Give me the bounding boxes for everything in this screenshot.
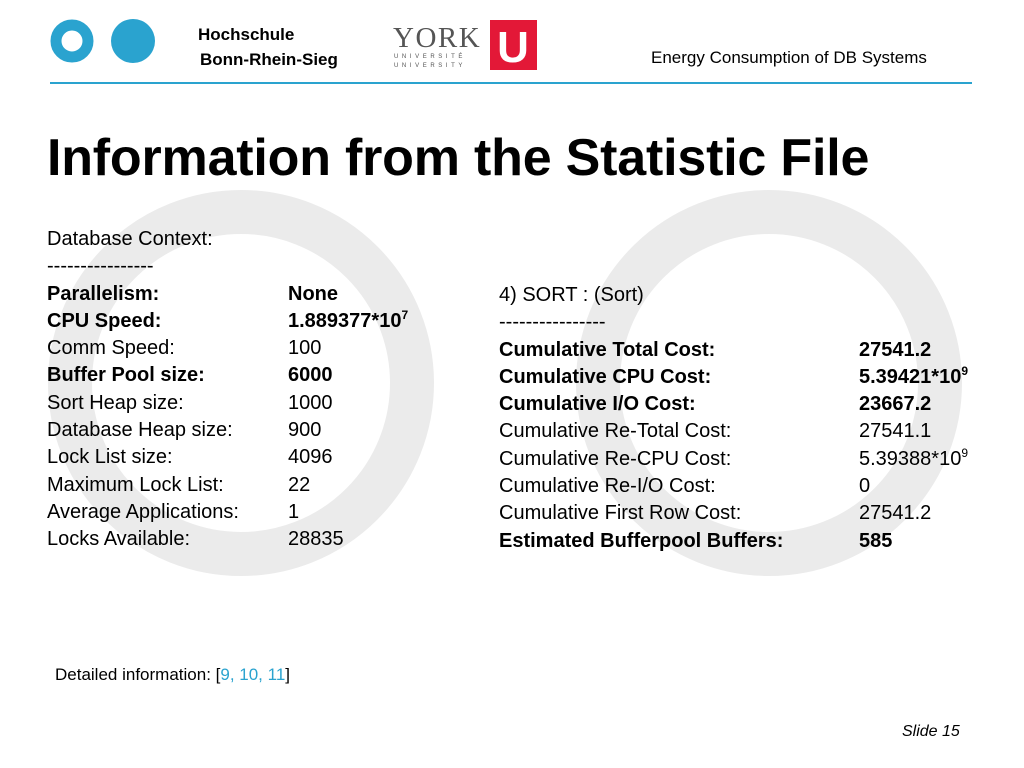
context-value [288, 308, 408, 335]
sort-value-exponent: 9 [961, 363, 969, 378]
sort-row-cpu-cost [499, 364, 968, 391]
context-value: 900 [288, 419, 322, 442]
slide-title: Information from the Statistic File [47, 129, 870, 187]
university-logo-icon [50, 19, 160, 65]
sort-operator-block [499, 282, 968, 555]
context-value: 6000 [288, 364, 333, 387]
context-label: Maximum Lock List: [47, 473, 224, 496]
context-label: Comm Speed: [47, 337, 175, 360]
details-prefix: Detailed information: [ [55, 665, 221, 684]
context-row-buffer-pool [47, 362, 408, 389]
context-row-lock-list [47, 444, 408, 471]
context-value: None [288, 282, 338, 305]
context-value: 4096 [288, 446, 333, 469]
sort-operator-separator: ---------------- [499, 311, 606, 334]
york-logo-letter: U [497, 23, 529, 70]
header-divider [50, 82, 972, 84]
context-row-comm-speed [47, 335, 408, 362]
school-name-line2: Bonn-Rhein-Sieg [200, 50, 338, 69]
context-value: 1 [288, 500, 300, 523]
school-name-line1: Hochschule [198, 25, 295, 44]
details-suffix: ] [285, 665, 291, 684]
sort-value: 23667.2 [859, 393, 932, 416]
sort-value: 0 [859, 475, 871, 498]
context-label: Average Applications: [47, 500, 239, 523]
context-row-locks-available [47, 526, 408, 553]
context-value: 100 [288, 337, 322, 360]
sort-label: Cumulative CPU Cost: [499, 365, 712, 388]
presentation-title: Energy Consumption of DB Systems [651, 48, 927, 67]
sort-value: 27541.2 [859, 338, 932, 361]
sort-value: 585 [859, 529, 893, 552]
sort-value: 27541.2 [859, 502, 932, 525]
slide-number: Slide 15 [902, 723, 960, 740]
sort-label: Cumulative Re-CPU Cost: [499, 447, 732, 470]
sort-value [859, 364, 968, 391]
context-row-cpu-speed [47, 308, 408, 335]
context-label: Database Heap size: [47, 419, 233, 442]
sort-label: Cumulative Total Cost: [499, 338, 716, 361]
york-logo-sub2: UNIVERSITY [394, 63, 467, 69]
sort-label: Estimated Bufferpool Buffers: [499, 529, 784, 552]
context-row-max-lock-list [47, 472, 408, 499]
sort-row-first-row-cost [499, 500, 968, 527]
database-context-block [47, 226, 408, 554]
sort-label: Cumulative First Row Cost: [499, 502, 742, 525]
context-value: 28835 [288, 528, 344, 551]
york-logo-sub1: UNIVERSITÉ [394, 54, 467, 60]
sort-value: 27541.1 [859, 420, 932, 443]
sort-value-base: 5.39421*10 [859, 365, 962, 388]
context-row-sort-heap [47, 390, 408, 417]
sort-row-bufferpool-buffers [499, 528, 968, 555]
sort-row-io-cost [499, 391, 968, 418]
context-row-database-heap [47, 417, 408, 444]
school-name [198, 22, 338, 72]
sort-label: Cumulative Re-I/O Cost: [499, 475, 716, 498]
york-logo-word: YORK [393, 22, 482, 54]
context-row-avg-applications [47, 499, 408, 526]
context-label: Lock List size: [47, 446, 173, 469]
sort-label: Cumulative Re-Total Cost: [499, 420, 732, 443]
database-context-heading: Database Context: [47, 228, 213, 250]
sort-row-re-total-cost [499, 418, 968, 445]
context-value: 22 [288, 473, 311, 496]
context-label: CPU Speed: [47, 309, 162, 332]
database-context-separator: ---------------- [47, 255, 154, 278]
context-label: Locks Available: [47, 528, 191, 551]
context-value-exponent: 7 [401, 307, 409, 322]
sort-operator-heading: 4) SORT : (Sort) [499, 284, 644, 306]
details-references-link[interactable]: 9, 10, 11 [220, 665, 286, 684]
context-row-parallelism [47, 281, 408, 308]
sort-label: Cumulative I/O Cost: [499, 393, 696, 416]
sort-row-total-cost [499, 337, 968, 364]
sort-row-re-io-cost [499, 473, 968, 500]
context-label: Buffer Pool size: [47, 364, 205, 387]
context-value-base: 1.889377*10 [288, 309, 402, 332]
context-label: Sort Heap size: [47, 391, 184, 414]
sort-value [859, 446, 968, 473]
context-value: 1000 [288, 391, 333, 414]
sort-row-re-cpu-cost [499, 446, 968, 473]
detailed-information [55, 665, 290, 685]
context-label: Parallelism: [47, 282, 160, 305]
sort-value-exponent: 9 [961, 445, 969, 460]
york-university-logo [392, 20, 538, 70]
sort-value-base: 5.39388*10 [859, 447, 962, 470]
